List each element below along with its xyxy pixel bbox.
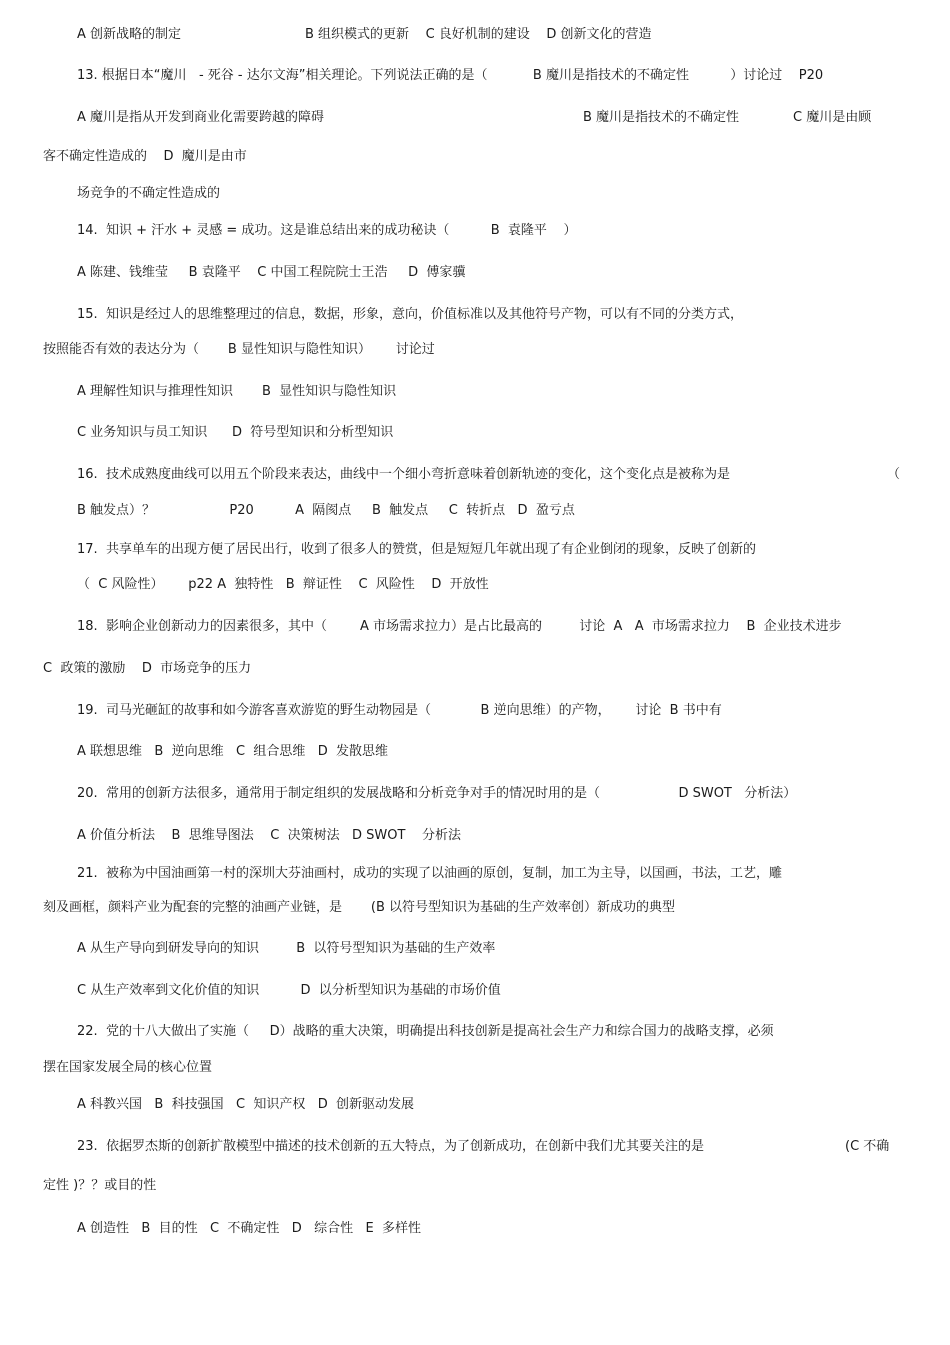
option-line: A 创造性 B 目的性 C 不确定性 D 综合性 E 多样性	[77, 1221, 422, 1236]
question-19: 19. 司马光砸缸的故事和如今游客喜欢游览的野生动物园是（ B 逆向思维）的产物， 讨论 B 书中有	[77, 703, 722, 718]
question-22: 22. 党的十八大做出了实施（ D）战略的重大决策，明确提出科技创新是提高社会生产力和综合国力的战略支撑，必须	[77, 1024, 774, 1039]
question-text: 摆在国家发展全局的核心位置	[43, 1060, 213, 1075]
question-14: 14. 知识 + 汗水 + 灵感 = 成功。这是谁总结出来的成功秘诀（ B 袁隆平 ）	[77, 223, 577, 238]
option-line: C 业务知识与员工知识 D 符号型知识和分析型知识	[77, 425, 394, 440]
option-line: A 创新战略的制定 B 组织模式的更新 C 良好机制的建设 D 创新文化的营造	[77, 27, 652, 42]
option-line: B 触发点）？ P20 A 隔阂点 B 触发点 C 转折点 D 盈亏点	[77, 503, 575, 518]
option-line: A 陈建、钱维莹 B 袁隆平 C 中国工程院院士王浩 D 傅家骥	[77, 265, 466, 280]
option-line: C 政策的激励 D 市场竞争的压力	[43, 661, 252, 676]
question-text: 按照能否有效的表达分为（ B 显性知识与隐性知识） 讨论过	[43, 342, 435, 357]
question-15: 15. 知识是经过人的思维整理过的信息，数据，形象，意向，价值标准以及其他符号产物，可以有不同的分类方式，	[77, 307, 743, 322]
option-line: C 魔川是由顾	[793, 110, 872, 125]
question-20: 20. 常用的创新方法很多，通常用于制定组织的发展战略和分析竞争对手的情况时用的是（ D SWOT 分析法）	[77, 786, 797, 801]
question-text: 刻及画框，颜料产业为配套的完整的油画产业链，是 (B 以符号型知识为基础的生产效率创）新成功的典型	[43, 900, 676, 915]
option-line: C 从生产效率到文化价值的知识 D 以分析型知识为基础的市场价值	[77, 983, 501, 998]
option-line: B 魔川是指技术的不确定性	[583, 110, 740, 125]
option-line: （ C 风险性） p22 A 独特性 B 辩证性 C 风险性 D 开放性	[77, 577, 489, 592]
option-line: A 价值分析法 B 思维导图法 C 决策树法 D SWOT 分析法	[77, 828, 461, 843]
question-text: （	[887, 467, 901, 482]
question-text: (C 不确	[845, 1139, 890, 1154]
question-17: 17. 共享单车的出现方便了居民出行，收到了很多人的赞赏，但是短短几年就出现了有企业倒闭的现象，反映了创新的	[77, 542, 756, 557]
option-line: A 从生产导向到研发导向的知识 B 以符号型知识为基础的生产效率	[77, 941, 496, 956]
question-18: 18. 影响企业创新动力的因素很多，其中（ A 市场需求拉力）是占比最高的 讨论 A A 市场需求拉力 B 企业技术进步	[77, 619, 842, 634]
option-line: A 科教兴国 B 科技强国 C 知识产权 D 创新驱动发展	[77, 1097, 415, 1112]
question-23: 23. 依据罗杰斯的创新扩散模型中描述的技术创新的五大特点，为了创新成功，在创新中我们尤其要关注的是	[77, 1139, 704, 1154]
option-line: A 魔川是指从开发到商业化需要跨越的障碍	[77, 110, 325, 125]
question-text: 定性 )？？或目的性	[43, 1178, 157, 1193]
option-line: 客不确定性造成的 D 魔川是由市	[43, 149, 247, 164]
option-line: A 理解性知识与推理性知识 B 显性知识与隐性知识	[77, 384, 397, 399]
question-21: 21. 被称为中国油画第一村的深圳大芬油画村，成功的实现了以油画的原创，复制，加工为主导，以国画，书法，工艺，雕	[77, 866, 782, 881]
option-line: 场竞争的不确定性造成的	[77, 186, 221, 201]
option-line: A 联想思维 B 逆向思维 C 组合思维 D 发散思维	[77, 744, 389, 759]
question-13: 13. 根据日本“魔川 - 死谷 - 达尔文海”相关理论。下列说法正确的是（ B 魔川是指技术的不确定性 ）讨论过 P20	[77, 68, 824, 83]
question-16: 16. 技术成熟度曲线可以用五个阶段来表达，曲线中一个细小弯折意味着创新轨迹的变化，这个变化点是被称为是	[77, 467, 730, 482]
